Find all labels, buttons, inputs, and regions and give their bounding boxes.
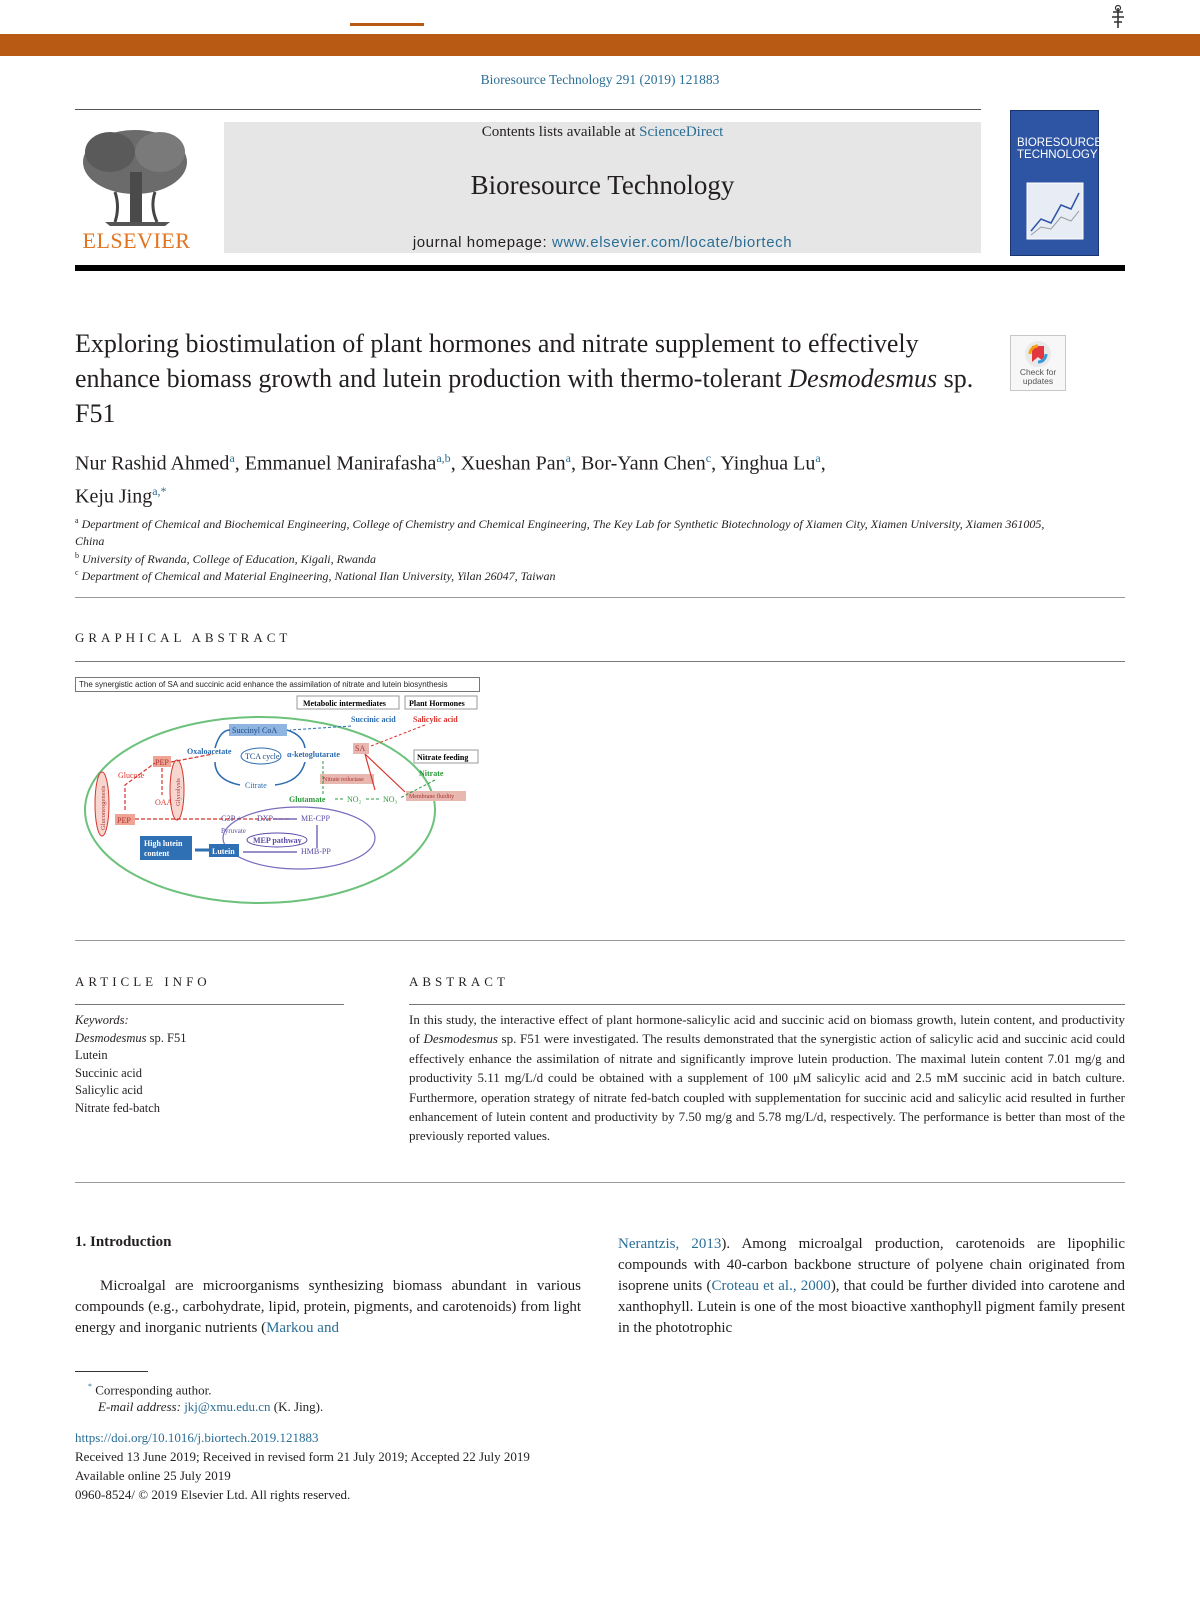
author-list: Nur Rashid Ahmed$^a$, Emmanuel Manirafasha$^{a,b}$, Xueshan Pan$^a$, Bor-Yann Chen$^c$, Yinghua Lu$^a$, Keju Jing$^{a,*}$ (75, 451, 826, 508)
mep-label: MEP pathway (253, 836, 302, 845)
graphical-abstract-diagram[interactable] (75, 690, 495, 910)
keyword-item[interactable]: Succinic acid (75, 1065, 142, 1080)
glycolysis-label: Glycolysis (175, 778, 182, 806)
intro-text: ), that could be further divided into carotene and xanthophyll. Lutein is one of the most bioactive xanthophyll pigment family present in the phototrophic (618, 1278, 1126, 1336)
journal-citation[interactable]: Bioresource Technology 291 (2019) 121883 (480, 72, 720, 87)
citation-link[interactable]: Markou and (266, 1320, 339, 1336)
author-affiliation-mark[interactable]: a,* (152, 483, 167, 498)
graphical-abstract-banner: The synergistic action of SA and succinic acid enhance the assimilation of nitrate and lutein biosynthesis (75, 677, 480, 692)
dxp-label: DXP (257, 814, 274, 823)
nitrate-feeding-label: Nitrate feeding (417, 753, 469, 762)
affiliation-mark: a (75, 516, 79, 525)
header-accent-line (350, 23, 424, 26)
succinic-label: Succinic acid (351, 715, 396, 724)
mecpp-label: ME-CPP (301, 814, 330, 823)
article-info-rule (75, 1004, 344, 1005)
author-name[interactable]: Yinghua Lu (720, 452, 816, 475)
nitrate-reductase-label: Nitrate reductase (323, 777, 364, 783)
journal-name: Bioresource Technology (470, 170, 735, 200)
abstract-body (409, 1010, 1125, 1146)
graphical-abstract-bottom-rule (75, 940, 1125, 941)
citation-link[interactable]: Nerantzis, 2013 (618, 1236, 722, 1252)
glutamate-label: Glutamate (289, 795, 326, 804)
author-affiliation-mark[interactable]: a (565, 451, 571, 465)
author-affiliation-mark[interactable]: c (705, 451, 712, 465)
title-suffix: sp. F51 (75, 364, 974, 428)
succinyl-label: Succinyl CoA (232, 726, 278, 735)
header-orange-bar (0, 34, 1200, 56)
oxalo-label: Oxaloacetate (187, 747, 232, 756)
email-note (98, 1397, 323, 1416)
graphical-abstract-rule (75, 661, 1125, 662)
introduction-left-column (75, 1276, 581, 1339)
intro-text: Microalgal are microorganisms synthesizing biomass abundant in various compounds (e.g., carbohydrate, lipid, protein, pigments, and carotenoids) from light energy and inorganic nutrients ( (75, 1278, 581, 1336)
journal-cover-thumbnail[interactable] (1010, 110, 1102, 256)
abstract-heading: ABSTRACT (409, 974, 509, 989)
corresponding-mark: * (88, 1382, 92, 1391)
corresponding-author-note (88, 1377, 212, 1399)
affiliation-text: Department of Chemical and Biochemical Engineering, College of Chemistry and Chemical Engineering, The Key Lab for Synthetic Biotechnology of Xiamen City, Xiamen University, Xiamen 361005, China (75, 517, 1045, 548)
header-thick-rule (75, 265, 1125, 271)
introduction-right-column (618, 1234, 1125, 1339)
elsevier-wordmark[interactable]: ELSEVIER (82, 228, 191, 253)
high-lutein-label-1: High lutein (144, 839, 183, 848)
affiliation-text: University of Rwanda, College of Education, Kigali, Rwanda (82, 552, 376, 566)
email-suffix: (K. Jing). (273, 1399, 324, 1414)
check-for-updates-badge[interactable] (1010, 335, 1066, 391)
check-updates-label: Check for updates (1019, 367, 1057, 386)
pep-bottom-label: PEP (117, 816, 131, 825)
header-rule (75, 109, 981, 110)
author-name[interactable]: Emmanuel Manirafasha (244, 452, 437, 475)
affiliation-a (75, 512, 1075, 550)
aketo-label: α-ketoglutarate (287, 750, 340, 759)
homepage-prefix: journal homepage: (412, 234, 553, 251)
abstract-bottom-rule (75, 1182, 1125, 1183)
received-dates: Received 13 June 2019; Received in revised form 21 July 2019; Accepted 22 July 2019 (75, 1449, 530, 1464)
contents-available-line (224, 124, 981, 141)
keyword-item[interactable]: Nitrate fed-batch (75, 1100, 161, 1115)
footnote-rule (75, 1371, 148, 1372)
keyword-species-rest: sp. F51 (146, 1030, 187, 1045)
crossmark-tree-icon (1108, 4, 1128, 30)
no2-label: NO₂ (347, 795, 362, 804)
sa-label: SA (355, 744, 366, 753)
affiliation-c (75, 564, 1075, 585)
no3-label: NO₃ (383, 795, 398, 804)
lutein-label: Lutein (212, 847, 235, 856)
author-name[interactable]: Keju Jing (75, 485, 153, 508)
email-link[interactable]: jkj@xmu.edu.cn (184, 1399, 271, 1414)
abstract-species: Desmodesmus (423, 1031, 498, 1047)
keyword-item[interactable] (75, 1030, 345, 1048)
author-affiliation-mark[interactable]: a (229, 451, 235, 465)
title-text: Exploring biostimulation of plant hormones and nitrate supplement to effectively enhance biomass growth and lutein production with thermo-tolerant (75, 329, 919, 393)
author-name[interactable]: Bor-Yann Chen (581, 452, 706, 475)
metabolic-label: Metabolic intermediates (303, 699, 386, 708)
doi-link[interactable]: https://doi.org/10.1016/j.biortech.2019.121883 (75, 1430, 319, 1445)
nitrate-label: Nitrate (419, 769, 444, 778)
abstract-text-part: sp. F51 were investigated. The results demonstrated that the synergistic action of salicylic acid and succinic acid could effectively enhance the assimilation of nitrate and significantly improve lutein production. The maximal lutein content 7.01 mg/g and productivity 5.11 mg/L/d could be obtained with a supplement of 100 μM salicylic acid and 2.5 mM succinic acid in batch culture. Furthermore, operation strategy of nitrate fed-batch coupled with supplementation for succinic acid and salicylic acid resulted in further enhancement of lutein content and productivity by 7.50 mg/g and 5.78 mg/L/d, respectively. The performance is better than most of the previously reported values. (409, 1031, 1125, 1144)
pep-top-label: PEP (155, 758, 169, 767)
high-lutein-label-2: content (144, 849, 170, 858)
hmbpp-label: HMB-PP (301, 847, 331, 856)
journal-homepage-line (224, 234, 981, 251)
available-online-date: Available online 25 July 2019 (75, 1468, 231, 1483)
corresponding-text: Corresponding author. (95, 1382, 212, 1398)
affiliation-text: Department of Chemical and Material Engineering, National Ilan University, Yilan 26047, Taiwan (81, 569, 556, 583)
gluconeogenesis-label: Gluconeogenesis (100, 785, 107, 830)
title-species: Desmodesmus (788, 364, 938, 393)
keyword-item[interactable]: Salicylic acid (75, 1083, 143, 1097)
keywords-label: Keywords: (75, 1013, 129, 1027)
tca-label: TCA cycle (245, 752, 280, 761)
sa-effect-arrows (365, 754, 405, 792)
author-affiliation-mark[interactable]: a (815, 451, 821, 465)
pyruvate-label: Pyruvate (221, 827, 246, 835)
graphical-abstract-heading: GRAPHICAL ABSTRACT (75, 630, 292, 645)
membrane-label: Membrane fluidity (409, 794, 455, 800)
author-name[interactable]: Xueshan Pan (460, 452, 566, 475)
keywords-list (75, 1012, 345, 1117)
abstract-text-part: In this study, the interactive effect of plant hormone-salicylic acid and succinic acid on biomass growth, lutein content, and productivity of (409, 1012, 1125, 1047)
keyword-species: Desmodesmus (75, 1030, 147, 1045)
homepage-link[interactable]: www.elsevier.com/locate/biortech (552, 234, 793, 251)
contents-prefix: Contents lists available at (481, 124, 640, 140)
article-info-heading: ARTICLE INFO (75, 974, 211, 989)
g3p-label: G3P + (221, 814, 242, 823)
hormones-label: Plant Hormones (409, 699, 465, 708)
affiliation-rule (75, 597, 1125, 598)
author-affiliation-mark[interactable]: a,b (436, 451, 451, 465)
introduction-heading: 1. Introduction (75, 1234, 172, 1250)
glucose-label: Glucose (118, 771, 145, 780)
citation-link[interactable]: Croteau et al., 2000 (711, 1278, 831, 1294)
intro-text: ). Among microalgal production, carotenoids are lipophilic compounds with 40-carbon backbone structure of polyene chain originated from isoprene units ( (618, 1236, 1125, 1294)
affiliation-mark: c (75, 568, 79, 577)
author-name[interactable]: Nur Rashid Ahmed (75, 452, 230, 475)
article-title (75, 326, 975, 431)
salicylic-label: Salicylic acid (413, 715, 458, 724)
email-label: E-mail address: (98, 1399, 181, 1414)
copyright-line: 0960-8524/ © 2019 Elsevier Ltd. All rights reserved. (75, 1487, 351, 1502)
cover-title: BIORESOURCE TECHNOLOGY (1017, 137, 1102, 161)
abstract-rule (409, 1004, 1125, 1005)
cell-outline (85, 717, 435, 903)
citrate-label: Citrate (245, 781, 267, 790)
keyword-item[interactable]: Lutein (75, 1048, 108, 1062)
sciencedirect-link[interactable]: ScienceDirect (639, 124, 724, 140)
check-updates-icon (1024, 340, 1052, 368)
oaa-label: OAA (155, 798, 173, 807)
affiliation-mark: b (75, 551, 79, 560)
cover-graph-icon (1025, 181, 1085, 241)
